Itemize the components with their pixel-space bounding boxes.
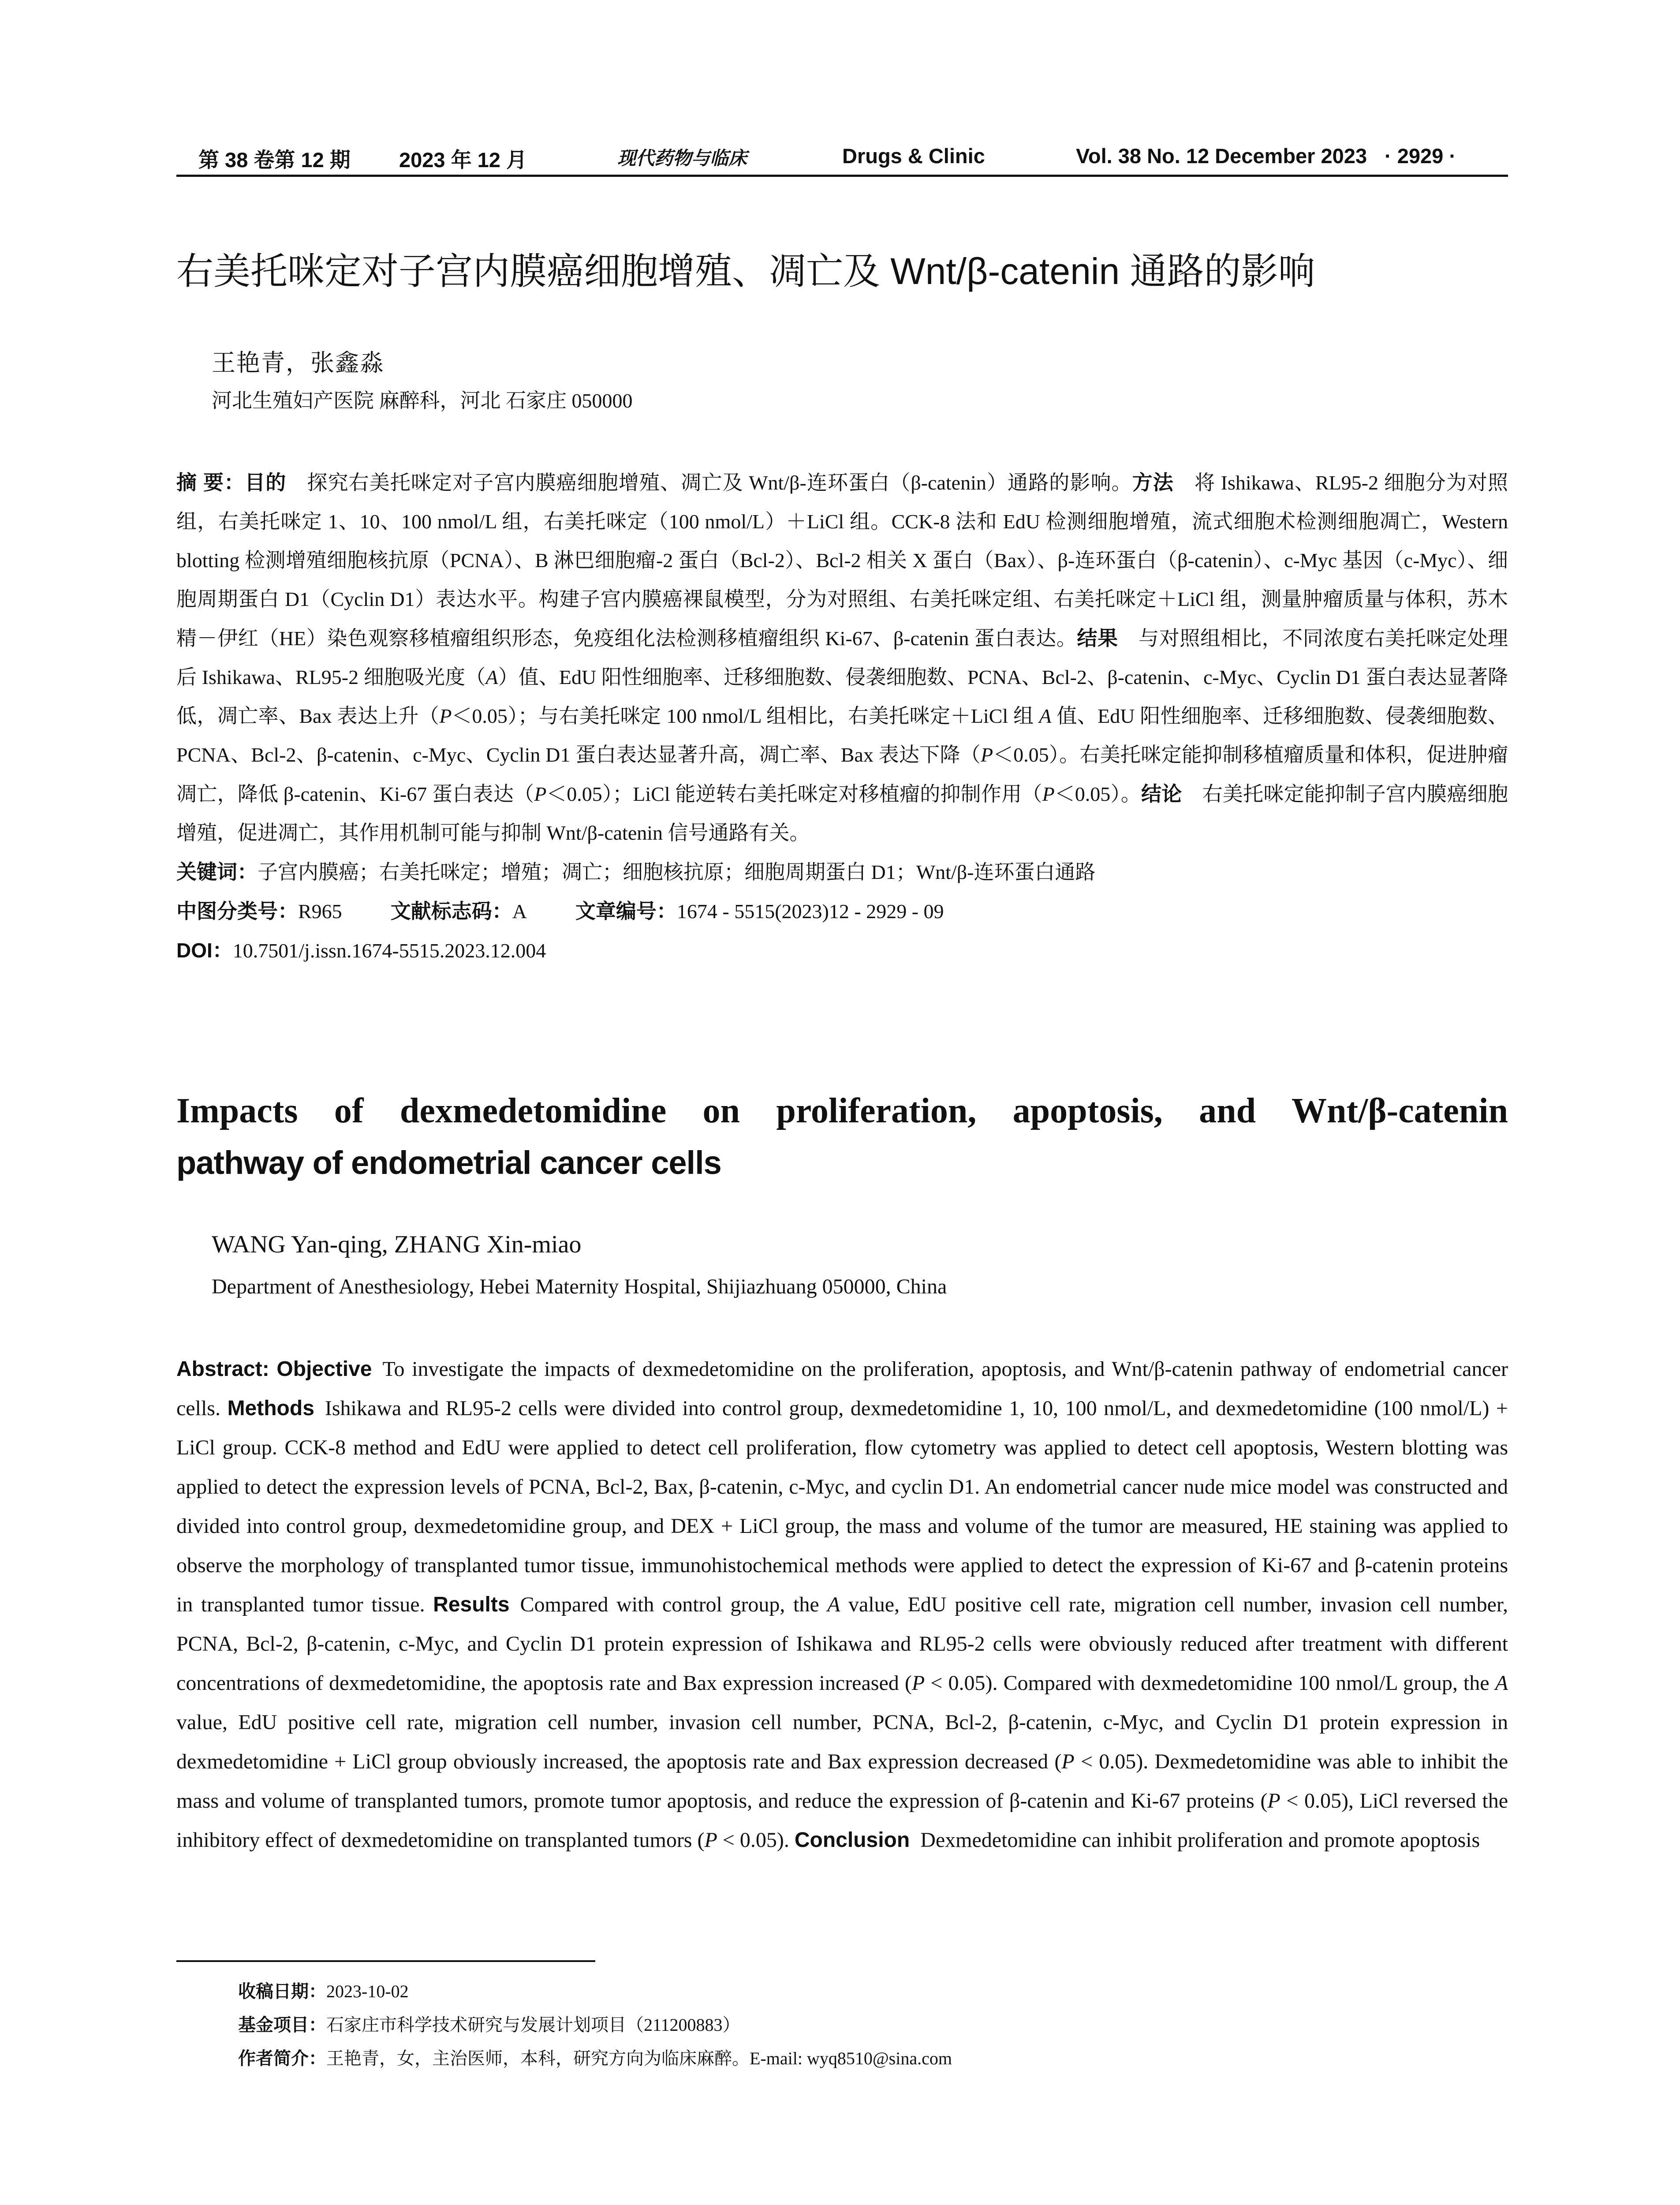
footnote-fund-label: 基金项目：: [238, 2015, 326, 2035]
footnote-fund: [238, 2008, 1473, 2042]
en-results-label: Results: [433, 1593, 510, 1616]
en-conclusion-label: Conclusion: [794, 1828, 910, 1852]
cn-results-label: 结果: [1077, 627, 1118, 650]
header-date-cn: 2023 年 12 月: [399, 148, 527, 172]
footnotes: [238, 1975, 1473, 2075]
cn-classification-row: [176, 892, 1508, 931]
cn-clc-label: 中图分类号：: [176, 900, 298, 923]
header-rule: [176, 175, 1508, 177]
en-abstract: [176, 1349, 1508, 1860]
cn-doi-label: DOI：: [176, 939, 233, 962]
en-abstract-body: [176, 1349, 1508, 1860]
en-authors: WANG Yan-qing, ZHANG Xin-miao: [212, 1231, 582, 1258]
footnote-author: [238, 2042, 1473, 2075]
cn-clc-value: R965: [298, 900, 342, 923]
cn-conclusion-text: 右美托咪定能抑制子宫内膜癌细胞增殖，促进凋亡，其作用机制可能与抑制 Wnt/β-catenin 信号通路有关。: [176, 783, 1508, 844]
footnote-rule: [176, 1960, 595, 1962]
header-journal-cn: 现代药物与临床: [617, 147, 747, 169]
cn-methods-text: 将 Ishikawa、RL95-2 细胞分为对照组，右美托咪定 1、10、100 nmol/L 组，右美托咪定（100 nmol/L）＋LiCl 组。CCK-8 法和 EdU 检测细胞增殖，流式细胞术检测细胞凋亡，Western blotting 检测增殖细胞核抗原（PCNA）、B 淋巴细胞瘤-2 蛋白（Bcl-2）、Bcl-2 相关 X 蛋白（Bax）、β-连环蛋白（β-catenin）、c-Myc 基因（c-Myc）、细胞周期蛋白 D1（Cyclin D1）表达水平。构建子宫内膜癌裸鼠模型，分为对照组、右美托咪定组、右美托咪定＋LiCl 组，测量肿瘤质量与体积，苏木精－伊红（HE）染色观察移植瘤组织形态，免疫组化法检测移植瘤组织 Ki-67、β-catenin 蛋白表达。: [176, 471, 1508, 650]
en-methods-label: Methods: [227, 1397, 314, 1420]
cn-abstract-body: [176, 463, 1508, 852]
cn-results-text: 与对照组相比，不同浓度右美托咪定处理后 Ishikawa、RL95-2 细胞吸光度（A）值、EdU 阳性细胞率、迁移细胞数、侵袭细胞数、PCNA、Bcl-2、β-catenin、c-Myc、Cyclin D1 蛋白表达显著降低，凋亡率、Bax 表达上升（P＜0.05）；与右美托咪定 100 nmol/L 组相比，右美托咪定＋LiCl 组 A 值、EdU 阳性细胞率、迁移细胞数、侵袭细胞数、PCNA、Bcl-2、β-catenin、c-Myc、Cyclin D1 蛋白表达显著升高，凋亡率、Bax 表达下降（P＜0.05）。右美托咪定能抑制移植瘤质量和体积，促进肿瘤凋亡，降低 β-catenin、Ki-67 蛋白表达（P＜0.05）；LiCl 能逆转右美托咪定对移植瘤的抑制作用（P＜0.05）。: [176, 627, 1508, 805]
cn-title: 右美托咪定对子宫内膜癌细胞增殖、凋亡及 Wnt/β-catenin 通路的影响: [176, 250, 1315, 292]
header-volume-en: Vol. 38 No. 12 December 2023: [1076, 144, 1367, 168]
cn-keywords: [176, 852, 1508, 892]
footnote-author-value: 王艳青，女，主治医师，本科，研究方向为临床麻醉。E-mail: wyq8510@sina.com: [326, 2048, 952, 2068]
en-results-text: Compared with control group, the A value, EdU positive cell rate, migration cell number, invasion cell number, PCNA, Bcl-2, β-catenin, c-Myc, and Cyclin D1 protein expression of Ishikawa and RL95-2 cells were obviously reduced after treatment with different concentrations of dexmedetomidine, the apoptosis rate and Bax expression increased (P < 0.05). Compared with dexmedetomidine 100 nmol/L group, the A value, EdU positive cell rate, migration cell number, invasion cell number, PCNA, Bcl-2, β-catenin, c-Myc, and Cyclin D1 protein expression in dexmedetomidine + LiCl group obviously increased, the apoptosis rate and Bax expression decreased (P < 0.05). Dexmedetomidine was able to inhibit the mass and volume of transplanted tumors, promote tumor apoptosis, and reduce the expression of β-catenin and Ki-67 proteins (P < 0.05), LiCl reversed the inhibitory effect of dexmedetomidine on transplanted tumors (P < 0.05).: [176, 1593, 1508, 1852]
cn-authors: 王艳青，张鑫淼: [212, 350, 385, 376]
cn-doccode-label: 文献标志码：: [390, 900, 512, 923]
cn-objective-text: 探究右美托咪定对子宫内膜癌细胞增殖、凋亡及 Wnt/β-连环蛋白（β-catenin）通路的影响。: [306, 471, 1132, 494]
cn-keywords-text: 子宫内膜癌；右美托咪定；增殖；凋亡；细胞核抗原；细胞周期蛋白 D1；Wnt/β-连环蛋白通路: [258, 861, 1096, 883]
cn-methods-label: 方法: [1132, 471, 1174, 494]
cn-keywords-label: 关键词：: [176, 860, 258, 883]
cn-doccode-value: A: [512, 900, 527, 923]
en-methods-text: Ishikawa and RL95-2 cells were divided into control group, dexmedetomidine 1, 10, 100 nmol/L, and dexmedetomidine (100 nmol/L) + LiCl group. CCK-8 method and EdU were applied to detect cell proliferation, flow cytometry was applied to detect cell apoptosis, Western blotting was applied to detect the expression levels of PCNA, Bcl-2, Bax, β-catenin, c-Myc, and cyclin D1. An endometrial cancer nude mice model was constructed and divided into control group, dexmedetomidine group, and DEX + LiCl group, the mass and volume of the tumor are measured, HE staining was applied to observe the morphology of transplanted tumor tissue, immunohistochemical methods were applied to detect the expression of Ki-67 and β-catenin proteins in transplanted tumor tissue.: [176, 1397, 1508, 1616]
en-title: [176, 1085, 1508, 1189]
en-affiliation: Department of Anesthesiology, Hebei Maternity Hospital, Shijiazhuang 050000, China: [212, 1275, 947, 1298]
footnote-received-label: 收稿日期：: [238, 1982, 326, 2001]
en-objective-label: Objective: [276, 1357, 372, 1381]
cn-objective-label: 目的: [245, 471, 287, 494]
footnote-fund-value: 石家庄市科学技术研究与发展计划项目（211200883）: [326, 2015, 740, 2035]
running-header: [176, 142, 1508, 176]
cn-abstract: [176, 463, 1508, 970]
header-volume-cn: 第 38 卷第 12 期: [198, 148, 351, 172]
cn-abstract-label: 摘 要：: [176, 471, 245, 494]
cn-doi-value: 10.7501/j.issn.1674-5515.2023.12.004: [232, 939, 546, 962]
footnote-received-value: 2023-10-02: [326, 1981, 409, 2001]
cn-conclusion-label: 结论: [1141, 782, 1182, 805]
footnote-received: [238, 1975, 1473, 2008]
header-journal-en: Drugs & Clinic: [842, 144, 985, 168]
header-page-number: · 2929 ·: [1385, 144, 1456, 168]
cn-articleno-value: 1674 - 5515(2023)12 - 2929 - 09: [676, 900, 944, 923]
cn-doi: [176, 931, 1508, 970]
en-abstract-label: Abstract:: [176, 1357, 269, 1381]
en-conclusion-text: Dexmedetomidine can inhibit proliferation and promote apoptosis: [920, 1828, 1480, 1852]
en-title-line-1: Impacts of dexmedetomidine on proliferation, apoptosis, and Wnt/β-catenin: [176, 1091, 1508, 1130]
cn-affiliation: 河北生殖妇产医院 麻醉科，河北 石家庄 050000: [212, 389, 633, 412]
en-objective-text: To investigate the impacts of dexmedetomidine on the proliferation, apoptosis, and Wnt/β-catenin pathway of endometrial cancer cells.: [176, 1357, 1508, 1420]
en-title-line-2: pathway of endometrial cancer cells: [176, 1144, 721, 1181]
footnote-author-label: 作者简介：: [238, 2049, 326, 2068]
cn-articleno-label: 文章编号：: [575, 900, 677, 923]
